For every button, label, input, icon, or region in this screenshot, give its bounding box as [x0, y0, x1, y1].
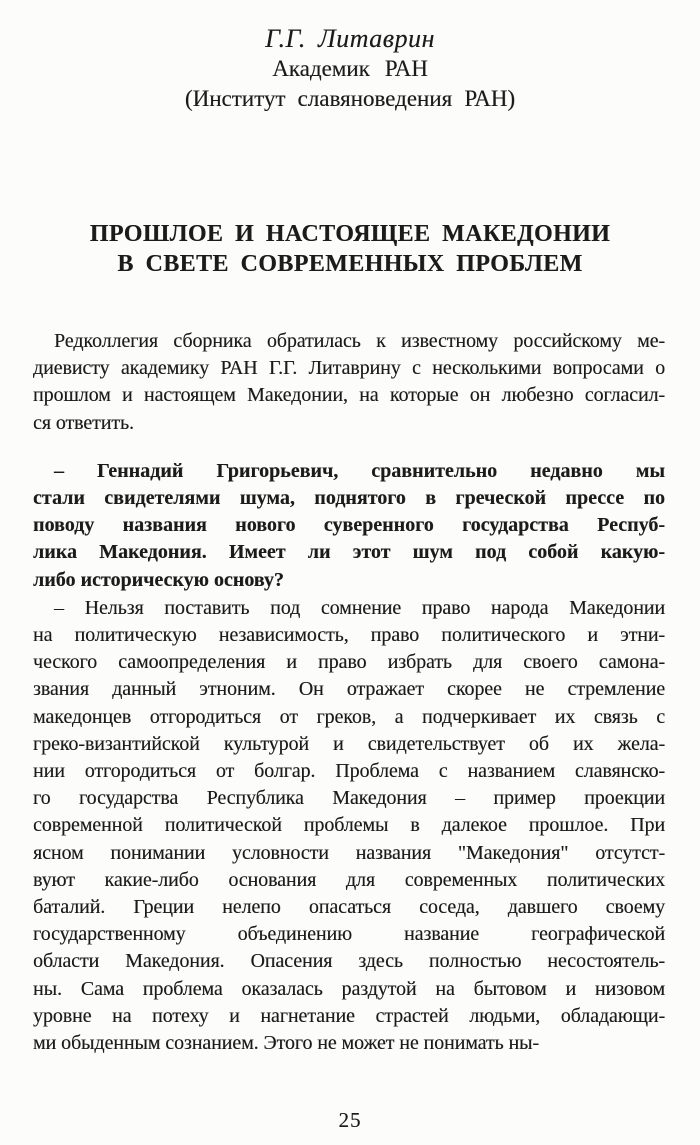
interview-answer-paragraph: [33, 595, 665, 1057]
text-line: прошлом и настоящем Македонии, на которые он любезно согласил-: [33, 384, 665, 407]
text-line: македонцев отгородиться от греков, а подчеркивает их связь с: [33, 705, 665, 728]
text-line: области Македония. Опасения здесь полностью несостоятель-: [33, 950, 665, 973]
intro-paragraph: [33, 328, 665, 437]
page-number: 25: [338, 1108, 362, 1132]
text-line: либо историческую основу?: [33, 568, 284, 591]
text-line: ся ответить.: [33, 411, 134, 434]
text-line: лика Македония. Имеет ли этот шум под собой какую-: [33, 541, 665, 564]
author-name: Г.Г. Литаврин: [265, 24, 435, 53]
author-rank: Академик РАН: [272, 56, 428, 81]
text-line: на политическую независимость, право политического и этни-: [33, 624, 665, 647]
text-line: греко-византийской культурой и свидетельствует об их жела-: [33, 732, 665, 755]
article-title-line-1: ПРОШЛОЕ И НАСТОЯЩЕЕ МАКЕДОНИИ: [89, 221, 611, 247]
text-line: го государства Республика Македония – пример проекции: [33, 787, 665, 810]
text-line: диевисту академику РАН Г.Г. Литаврину с несколькими вопросами о: [33, 357, 665, 380]
text-line: ясном понимании условности названия "Македония" отсутст-: [33, 841, 665, 864]
text-line: ми обыденным сознанием. Этого не может не понимать ны-: [33, 1032, 539, 1055]
article-body: [33, 328, 665, 1057]
byline-block: [0, 24, 700, 114]
text-line: ны. Сама проблема оказалась раздутой на бытовом и низовом: [33, 977, 665, 1000]
article-title: [0, 219, 700, 279]
text-line: баталий. Греции нелепо опасаться соседа, давшего своему: [33, 896, 665, 919]
text-line: стали свидетелями шума, поднятого в греческой прессе по: [33, 487, 665, 510]
author-affiliation: (Институт славяноведения РАН): [184, 86, 516, 111]
text-line: ческого самоопределения и право избрать для своего самона-: [33, 651, 665, 674]
article-title-line-2: В СВЕТЕ СОВРЕМЕННЫХ ПРОБЛЕМ: [117, 251, 583, 277]
text-line: Редколлегия сборника обратилась к известному российскому ме-: [54, 330, 665, 352]
text-line: – Геннадий Григорьевич, сравнительно недавно мы: [54, 459, 665, 482]
text-line: – Нельзя поставить под сомнение право народа Македонии: [54, 596, 665, 619]
text-line: вуют какие-либо основания для современных политических: [33, 868, 665, 891]
text-line: современной политической проблемы в далекое прошлое. При: [33, 814, 665, 837]
text-line: нии отгородиться от болгар. Проблема с названием славянско-: [33, 760, 665, 783]
text-line: звания данный этноним. Он отражает скорее не стремление: [33, 678, 665, 701]
text-line: уровне на потеху и нагнетание страстей людьми, обладающи-: [33, 1004, 665, 1027]
text-line: государственному объединению название географической: [33, 923, 665, 946]
interview-question-paragraph: [33, 458, 665, 594]
text-line: поводу названия нового суверенного государства Респуб-: [33, 514, 665, 537]
